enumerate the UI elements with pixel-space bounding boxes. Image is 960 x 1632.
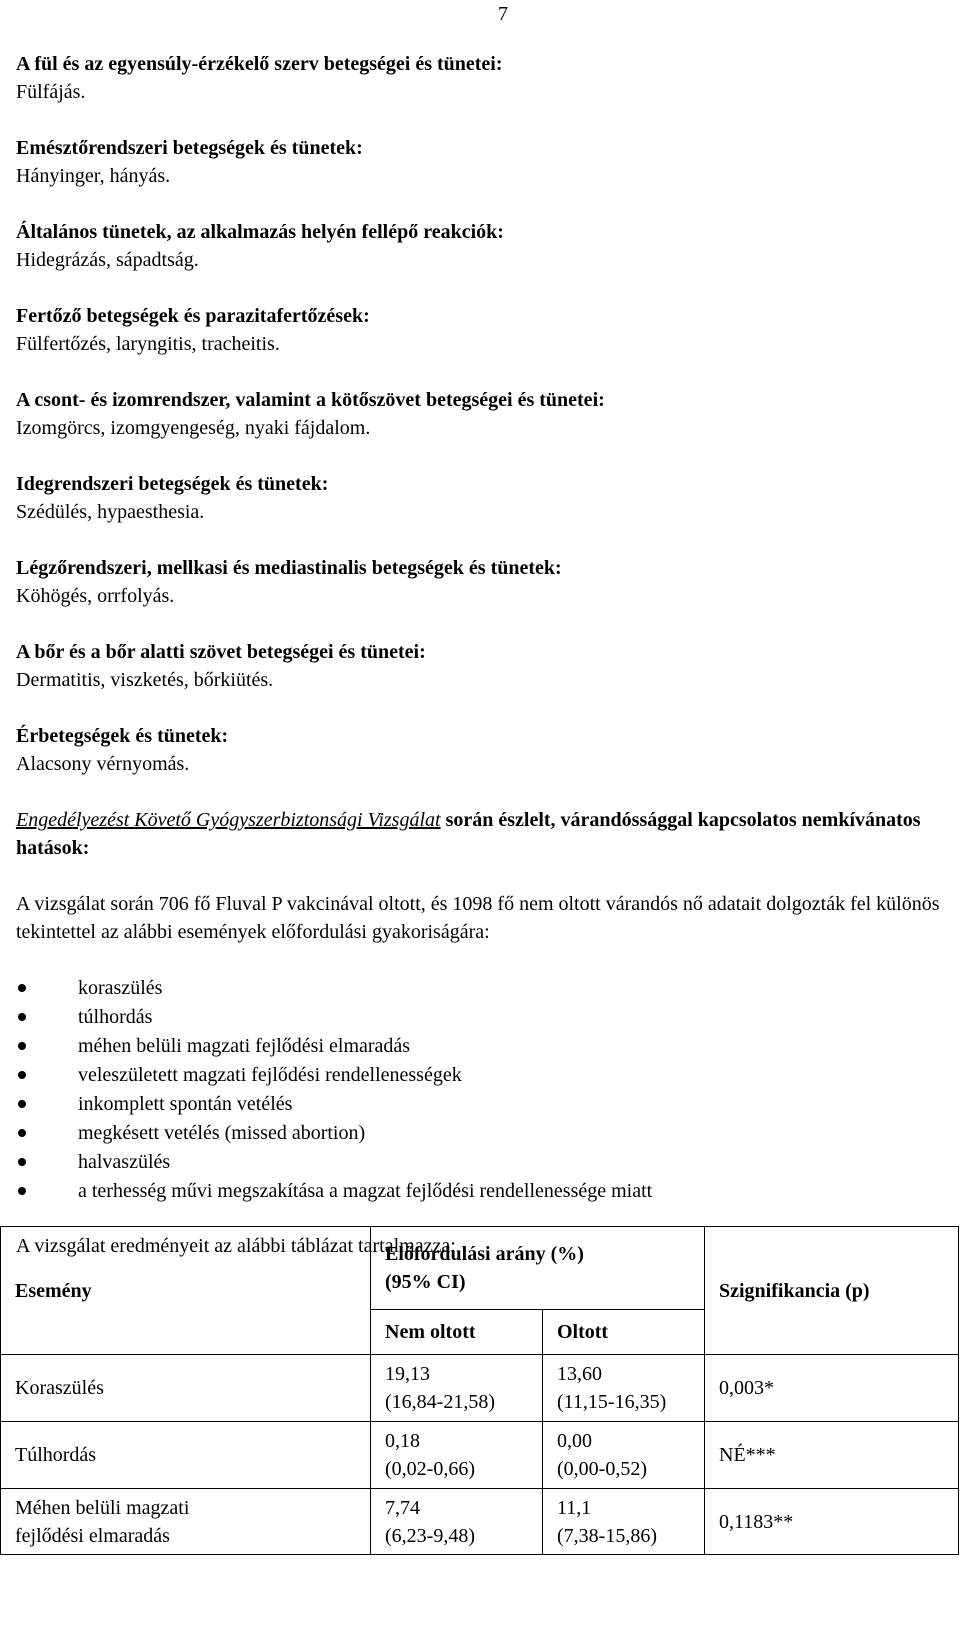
section-text: Hányinger, hányás.: [16, 165, 171, 187]
cell-ci: (16,84-21,58): [385, 1391, 495, 1413]
bullet-icon: [18, 1013, 26, 1021]
section-text: Dermatitis, viszketés, bőrkiütés.: [16, 669, 274, 691]
cell-event-label: Koraszülés: [15, 1377, 104, 1399]
table-row: [1, 1489, 959, 1555]
section-text: Fülfájás.: [16, 81, 86, 103]
section-text: Köhögés, orrfolyás.: [16, 585, 175, 607]
cell-event-label: fejlődési elmaradás: [15, 1524, 170, 1547]
cell-vaccinated: [543, 1355, 705, 1422]
bullet-icon: [18, 1129, 26, 1137]
list-item: [16, 1003, 946, 1032]
section-heading: Érbetegségek és tünetek:: [16, 725, 229, 747]
cell-ci: (11,15-16,35): [557, 1391, 667, 1413]
list-item: [16, 1119, 946, 1148]
results-table: [0, 1226, 959, 1555]
header-rate-ci: (95% CI): [385, 1271, 466, 1293]
section-heading: Általános tünetek, az alkalmazás helyén fellépő reakciók:: [16, 221, 504, 243]
section-digestive: [16, 134, 946, 190]
header-vaccinated: Oltott: [543, 1310, 705, 1355]
cell-not-vaccinated: [371, 1355, 543, 1422]
cell-event-label: Túlhordás: [15, 1444, 97, 1466]
study-link[interactable]: Engedélyezést Követő Gyógyszerbiztonsági Vizsgálat: [16, 809, 441, 831]
cell-event: [1, 1422, 371, 1489]
list-item: [16, 1177, 946, 1206]
cell-value: 11,1: [557, 1496, 592, 1519]
cell-event: [1, 1489, 371, 1555]
section-text: Szédülés, hypaesthesia.: [16, 501, 205, 523]
table-row: [1, 1355, 959, 1422]
cell-value: 19,13: [385, 1363, 430, 1385]
section-heading: Fertőző betegségek és parazitafertőzések:: [16, 305, 370, 327]
list-item: [16, 1148, 946, 1177]
study-intro: A vizsgálat során 706 fő Fluval P vakcinával oltott, és 1098 fő nem oltott várandós nő adatait dolgozták fel különös tekintettel az alábbi események előfordulási gyakoriságára:: [16, 893, 940, 943]
list-item-label: koraszülés: [78, 977, 163, 999]
section-infections: [16, 302, 946, 358]
bullet-icon: [18, 1100, 26, 1108]
cell-ci: (0,00-0,52): [557, 1458, 647, 1480]
cell-ci: (7,38-15,86): [557, 1524, 657, 1547]
table-intro: A vizsgálat eredményeit az alábbi táblázat tartalmazza:: [16, 1235, 456, 1257]
cell-vaccinated: [543, 1422, 705, 1489]
bullet-icon: [18, 1071, 26, 1079]
list-item: [16, 1090, 946, 1119]
bullet-icon: [18, 1042, 26, 1050]
cell-not-vaccinated: [371, 1422, 543, 1489]
section-heading: A bőr és a bőr alatti szövet betegségei és tünetei:: [16, 641, 426, 663]
cell-event-label: Méhen belüli magzati: [15, 1496, 190, 1519]
header-not-vaccinated: Nem oltott: [371, 1310, 543, 1355]
cell-value: 13,60: [557, 1363, 602, 1385]
list-item: [16, 974, 946, 1003]
bullet-icon: [18, 984, 26, 992]
section-nervous: [16, 470, 946, 526]
section-text: Hidegrázás, sápadtság.: [16, 249, 199, 271]
section-ear: [16, 50, 946, 106]
section-heading: Emésztőrendszeri betegségek és tünetek:: [16, 137, 363, 159]
study-heading-rest: során észlelt, várandóssággal kapcsolatos nemkívánatos hatások:: [16, 809, 921, 859]
section-general: [16, 218, 946, 274]
section-vascular: [16, 722, 946, 778]
cell-value: 0,00: [557, 1430, 592, 1452]
header-rate: [371, 1227, 705, 1310]
table-header-row: [1, 1227, 959, 1310]
list-item: [16, 1032, 946, 1061]
study-heading: [16, 806, 946, 862]
list-item-label: megkésett vetélés (missed abortion): [78, 1122, 366, 1144]
section-heading: Idegrendszeri betegségek és tünetek:: [16, 473, 329, 495]
list-item-label: a terhesség művi megszakítása a magzat fejlődési rendellenessége miatt: [78, 1180, 653, 1202]
cell-ci: (6,23-9,48): [385, 1524, 475, 1547]
cell-significance: 0,1183**: [705, 1489, 959, 1555]
bullet-icon: [18, 1158, 26, 1166]
section-heading: A fül és az egyensúly-érzékelő szerv betegségei és tünetei:: [16, 53, 503, 75]
list-item-label: méhen belüli magzati fejlődési elmaradás: [78, 1035, 411, 1057]
section-skin: [16, 638, 946, 694]
cell-value: 7,74: [385, 1496, 420, 1519]
cell-significance: 0,003*: [705, 1355, 959, 1422]
header-significance: Szignifikancia (p): [705, 1227, 959, 1355]
section-respiratory: [16, 554, 946, 610]
cell-not-vaccinated: [371, 1489, 543, 1555]
section-text: Fülfertőzés, laryngitis, tracheitis.: [16, 333, 280, 355]
table-row: [1, 1422, 959, 1489]
list-item-label: halvaszülés: [78, 1151, 171, 1173]
event-list: [16, 974, 946, 1206]
page-number: 7: [498, 3, 508, 25]
cell-event: [1, 1355, 371, 1422]
section-heading: A csont- és izomrendszer, valamint a kötőszövet betegségei és tünetei:: [16, 389, 605, 411]
document-body: [16, 50, 946, 1260]
list-item-label: túlhordás: [78, 1006, 153, 1028]
cell-significance: NÉ***: [705, 1422, 959, 1489]
cell-ci: (0,02-0,66): [385, 1458, 475, 1480]
cell-vaccinated: [543, 1489, 705, 1555]
section-text: Izomgörcs, izomgyengeség, nyaki fájdalom.: [16, 417, 371, 439]
bullet-icon: [18, 1187, 26, 1195]
section-text: Alacsony vérnyomás.: [16, 753, 190, 775]
list-item-label: veleszületett magzati fejlődési rendellenességek: [78, 1064, 462, 1086]
header-rate-label: Előfordulási arány (%): [385, 1243, 584, 1265]
list-item-label: inkomplett spontán vetélés: [78, 1093, 293, 1115]
section-heading: Légzőrendszeri, mellkasi és mediastinalis betegségek és tünetek:: [16, 557, 562, 579]
list-item: [16, 1061, 946, 1090]
cell-value: 0,18: [385, 1430, 420, 1452]
section-musculoskeletal: [16, 386, 946, 442]
header-event: Esemény: [1, 1227, 371, 1355]
